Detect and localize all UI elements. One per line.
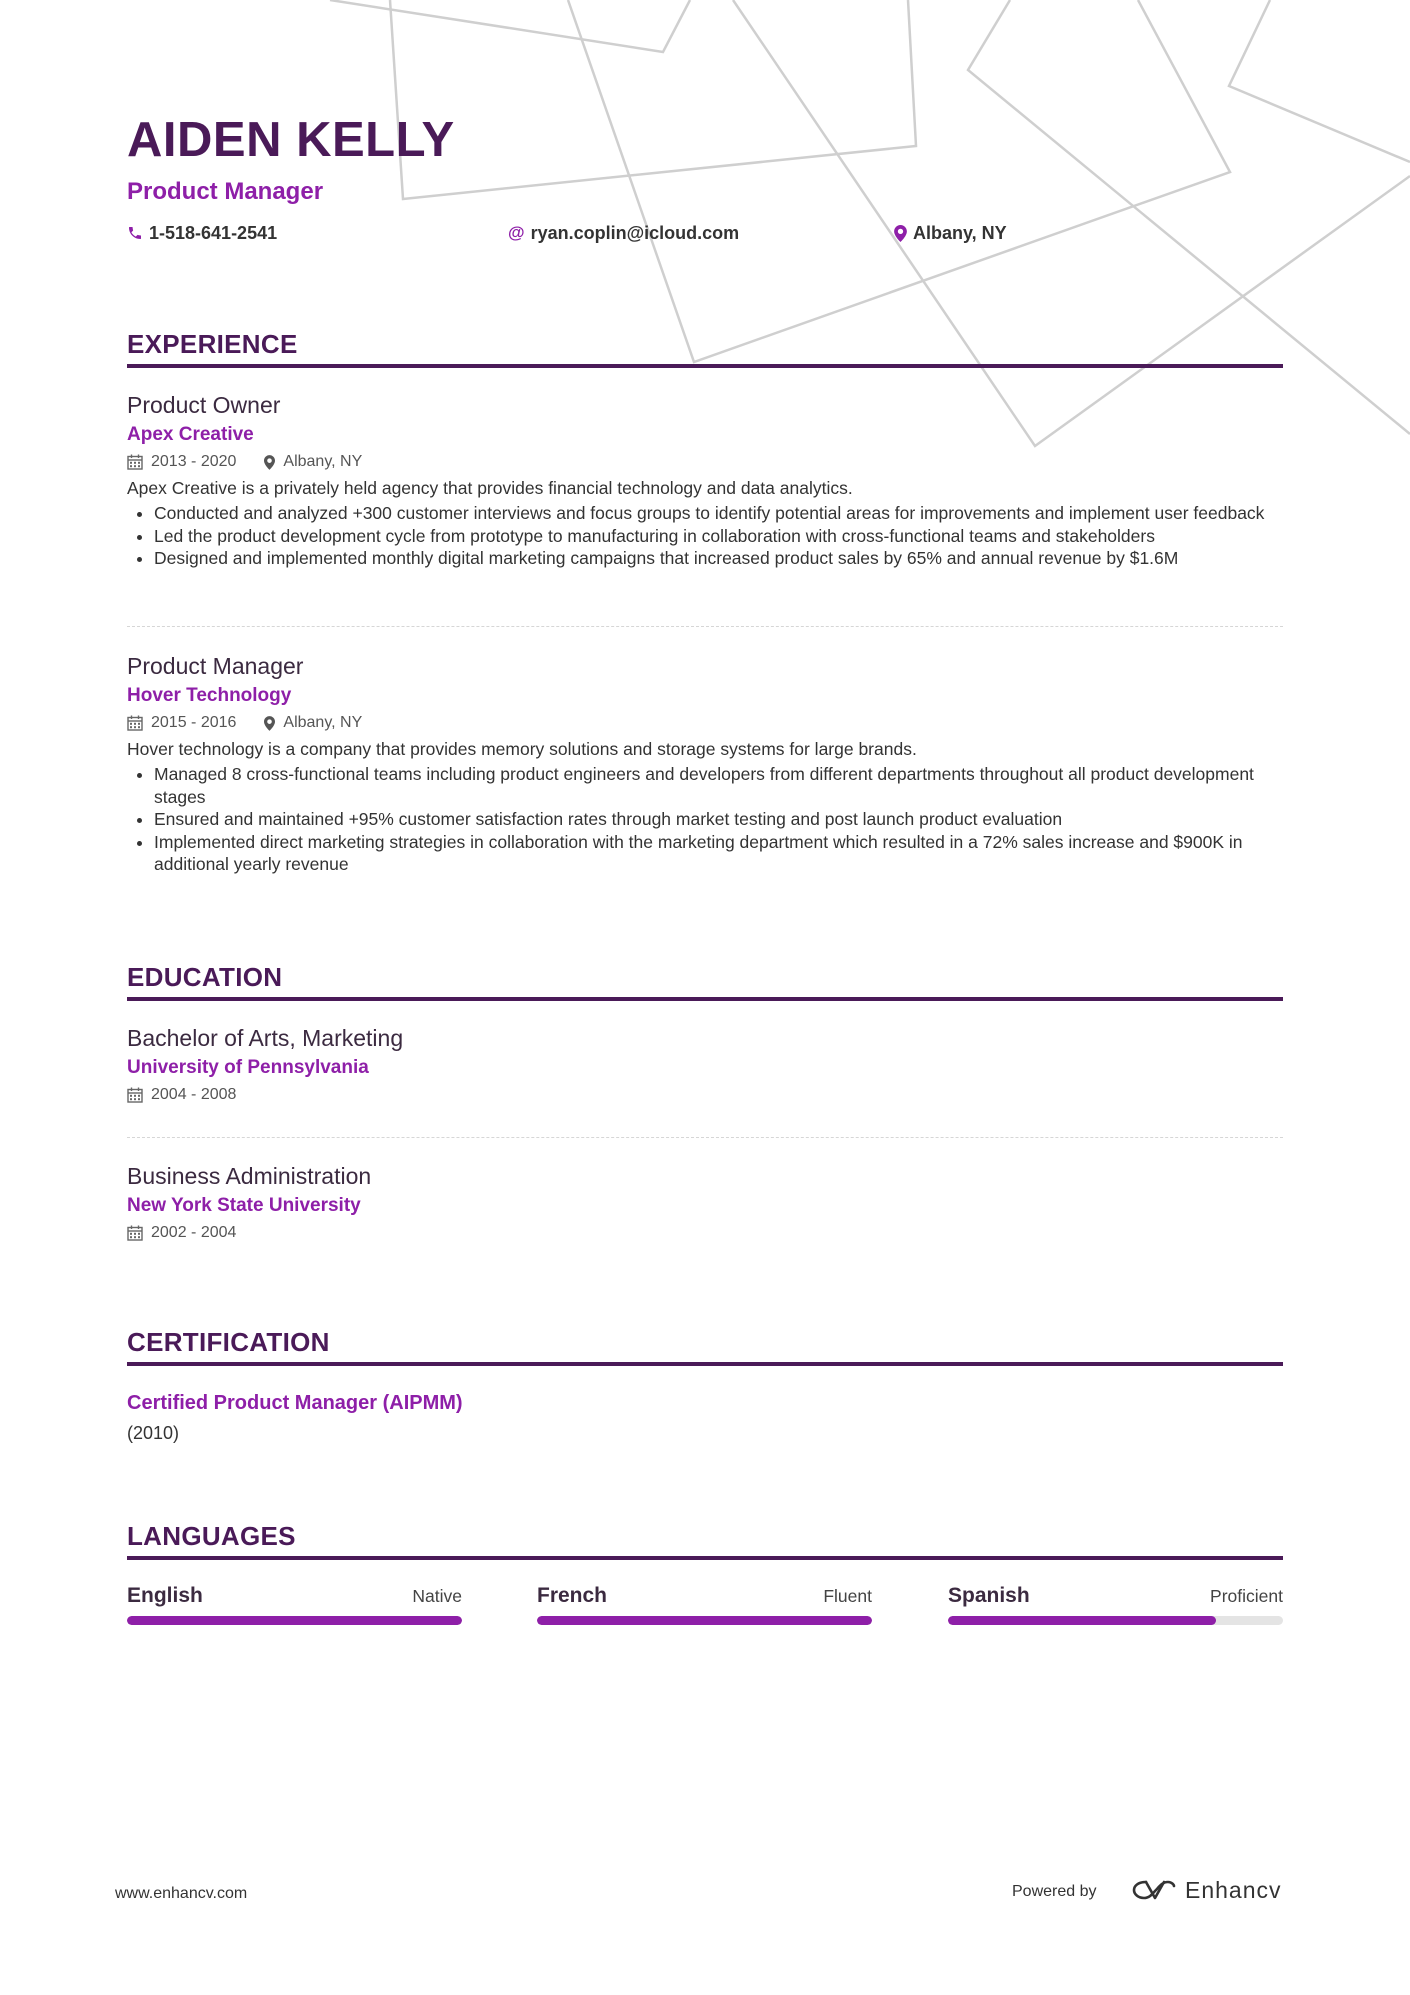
calendar-icon xyxy=(127,454,143,470)
calendar-icon xyxy=(127,715,143,731)
enhancv-logo-icon xyxy=(1131,1878,1177,1902)
phone-text: 1-518-641-2541 xyxy=(149,223,278,243)
language-item-french xyxy=(537,1582,872,1625)
certification-heading: CERTIFICATION xyxy=(127,1326,1283,1366)
company-description: Apex Creative is a privately held agency that provides financial technology and data analytics. xyxy=(127,478,853,498)
education-entry xyxy=(127,1161,1283,1246)
footer-website-link[interactable]: www.enhancv.com xyxy=(115,1885,248,1902)
language-level: Fluent xyxy=(823,1586,872,1606)
achievement-list xyxy=(127,763,1283,876)
contact-phone[interactable] xyxy=(127,220,277,246)
footer-brand-name: Enhancv xyxy=(1185,1877,1282,1903)
certification-name: Certified Product Manager (AIPMM) xyxy=(127,1392,463,1414)
job-dates: 2013 - 2020 xyxy=(151,453,237,470)
contact-info xyxy=(127,220,1283,246)
education-dates: 2002 - 2004 xyxy=(151,1224,237,1241)
location-text: Albany, NY xyxy=(913,223,1007,243)
company-description: Hover technology is a company that provides memory solutions and storage systems for large brands. xyxy=(127,739,917,759)
job-dates: 2015 - 2016 xyxy=(151,714,237,731)
candidate-name: AIDEN KELLY xyxy=(127,113,455,167)
certification-year: (2010) xyxy=(127,1423,180,1443)
proficiency-fill xyxy=(948,1616,1216,1625)
experience-heading: EXPERIENCE xyxy=(127,328,1283,368)
education-meta xyxy=(127,1082,1283,1108)
entry-divider xyxy=(127,626,1283,627)
school-name: University of Pennsylvania xyxy=(127,1057,369,1078)
language-level: Native xyxy=(412,1586,462,1606)
achievement-item: • Ensured and maintained +95% customer satisfaction rates through market testing and post launch product evaluation xyxy=(154,808,1283,831)
location-pin-icon xyxy=(264,455,275,470)
email-text: ryan.coplin@icloud.com xyxy=(530,223,740,243)
language-name: Spanish xyxy=(948,1584,1030,1607)
languages-heading: LANGUAGES xyxy=(127,1520,1283,1560)
achievement-list xyxy=(127,502,1283,570)
job-meta xyxy=(127,449,1283,475)
school-name: New York State University xyxy=(127,1195,361,1216)
language-name: English xyxy=(127,1584,203,1607)
education-meta xyxy=(127,1220,1283,1246)
job-location: Albany, NY xyxy=(283,453,363,470)
language-name: French xyxy=(537,1584,608,1607)
contact-email[interactable] xyxy=(508,220,739,246)
language-item-english xyxy=(127,1582,462,1625)
proficiency-fill xyxy=(127,1616,462,1625)
location-pin-icon xyxy=(264,716,275,731)
contact-location xyxy=(894,220,1007,246)
proficiency-bar xyxy=(537,1616,872,1625)
footer-brand-logo[interactable] xyxy=(1131,1876,1282,1904)
company-name: Hover Technology xyxy=(127,685,292,706)
proficiency-bar xyxy=(948,1616,1283,1625)
degree-name: Bachelor of Arts, Marketing xyxy=(127,1025,404,1051)
achievement-item: • Implemented direct marketing strategies in collaboration with the marketing department which resulted in a 72% sales increase and $900K in additional yearly revenue xyxy=(154,831,1283,876)
education-dates: 2004 - 2008 xyxy=(151,1086,237,1103)
footer-powered-by: Powered by xyxy=(1012,1883,1097,1900)
experience-entry xyxy=(127,651,1283,876)
language-item-spanish xyxy=(948,1582,1283,1625)
degree-name: Business Administration xyxy=(127,1163,372,1189)
calendar-icon xyxy=(127,1087,143,1103)
company-name: Apex Creative xyxy=(127,424,254,445)
job-role: Product Owner xyxy=(127,392,281,418)
at-sign-icon: @ xyxy=(508,223,525,242)
proficiency-bar xyxy=(127,1616,462,1625)
education-heading: EDUCATION xyxy=(127,961,1283,1001)
job-location: Albany, NY xyxy=(283,714,363,731)
job-role: Product Manager xyxy=(127,653,304,679)
candidate-title: Product Manager xyxy=(127,178,324,205)
experience-entry xyxy=(127,390,1283,570)
entry-divider xyxy=(127,1137,1283,1138)
education-entry xyxy=(127,1023,1283,1108)
job-meta xyxy=(127,710,1283,736)
location-pin-icon xyxy=(894,225,907,242)
achievement-item: • Designed and implemented monthly digital marketing campaigns that increased product sales by 65% and annual revenue by $1.6M xyxy=(154,547,1283,570)
achievement-item: • Managed 8 cross-functional teams including product engineers and developers from different departments throughout all product development stages xyxy=(154,763,1283,808)
proficiency-fill xyxy=(537,1616,872,1625)
achievement-item: • Led the product development cycle from prototype to manufacturing in collaboration with cross-functional teams and stakeholders xyxy=(154,525,1283,548)
phone-icon xyxy=(127,225,143,241)
calendar-icon xyxy=(127,1225,143,1241)
language-level: Proficient xyxy=(1210,1586,1283,1606)
achievement-item: • Conducted and analyzed +300 customer interviews and focus groups to identify potential areas for improvements and implement user feedback xyxy=(154,502,1283,525)
